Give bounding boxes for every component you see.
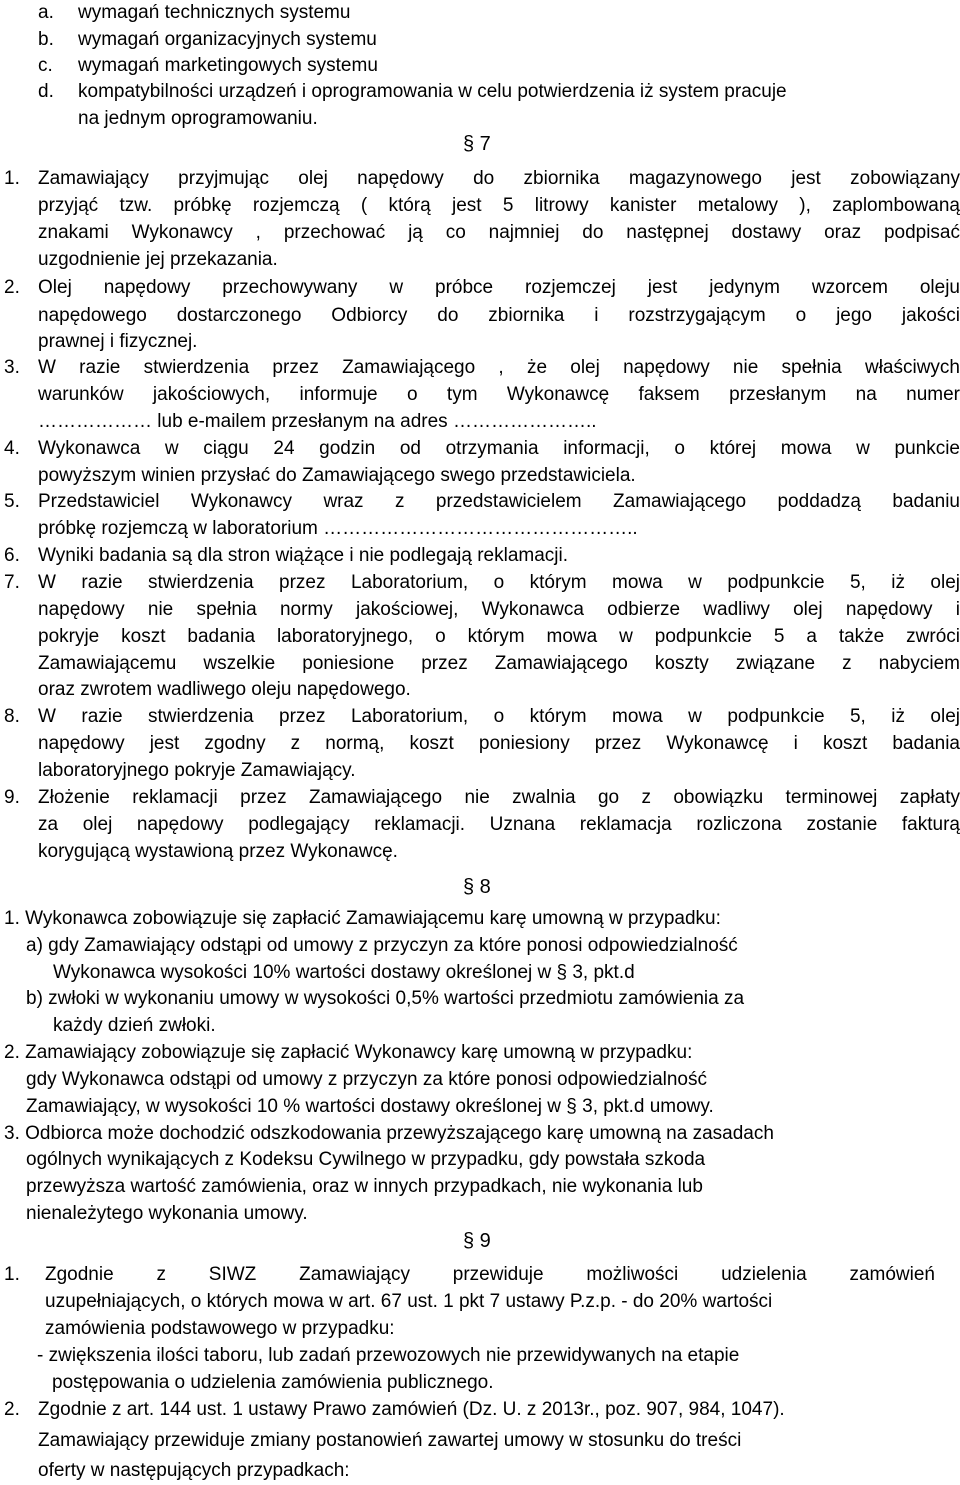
text-line: ogólnych wynikających z Kodeksu Cywilnego w przypadku, gdy powstała szkoda: [26, 1149, 706, 1170]
text-line: Zamawiający przyjmując olej napędowy do zbiornika magazynowego jest zobowiązany: [38, 168, 960, 189]
text-line: Zgodnie z SIWZ Zamawiający przewiduje możliwości udzielenia zamówień: [45, 1264, 935, 1285]
text-line: prawnej i fizycznej.: [38, 331, 198, 352]
text-line: Wyniki badania są dla stron wiążące i nie podlegają reklamacji.: [38, 545, 568, 566]
text-line: Zamawiający, w wysokości 10 % wartości dostawy określonej w § 3, pkt.d umowy.: [26, 1096, 714, 1117]
section-heading: § 8: [463, 876, 491, 898]
text-line: Olej napędowy przechowywany w próbce rozjemczej jest jedynym wzorcem oleju: [38, 277, 960, 298]
text-line: próbkę rozjemczą w laboratorium …………………………………………..: [38, 518, 638, 539]
text-line: nienależytego wykonania umowy.: [26, 1203, 308, 1224]
text-line: laboratoryjnego pokryje Zamawiający.: [38, 760, 356, 781]
text-line: uzgodnienie jej przekazania.: [38, 249, 278, 270]
paragraph: [38, 705, 960, 756]
section-heading: § 9: [463, 1230, 491, 1252]
text-line: 1. Wykonawca zobowiązuje się zapłacić Zamawiającemu karę umowną w przypadku:: [4, 908, 721, 929]
paragraph: [38, 276, 960, 328]
text-line: korygującą wystawioną przez Wykonawcę.: [38, 841, 398, 862]
text-line: postępowania o udzielenia zamówienia publicznego.: [52, 1372, 494, 1393]
paragraph-number: 5.: [4, 491, 20, 512]
text-line: Zgodnie z art. 144 ust. 1 ustawy Prawo zamówień (Dz. U. z 2013r., poz. 907, 984, 1047).: [38, 1399, 785, 1420]
text-line: 3. Odbiorca może dochodzić odszkodowania przewyższającego karę umowną na zasadach: [4, 1123, 774, 1144]
text-line: warunków jakościowych, informuje o tym Wykonawcę faksem przesłanym na numer: [38, 384, 960, 405]
paragraph: [38, 356, 960, 407]
text-line: pokryje koszt badania laboratoryjnego, o którym mowa w podpunkcie 5 a także zwróci: [38, 626, 960, 647]
text-line: oraz zwrotem wadliwego oleju napędowego.: [38, 679, 411, 700]
text-line: W razie stwierdzenia przez Zamawiającego , że olej napędowy nie spełnia właściwych: [38, 357, 960, 378]
text-line: napędowy jest zgodny z normą, koszt poniesiony przez Wykonawcę i koszt badania: [38, 733, 960, 754]
text-line: napędowego dostarczonego Odbiorcy do zbiornika i rozstrzygającym o jego jakości: [38, 305, 960, 326]
list-item: na jednym oprogramowaniu.: [78, 108, 318, 129]
text-line: ……………… lub e-mailem przesłanym na adres …………………..: [38, 411, 597, 432]
text-line: a) gdy Zamawiający odstąpi od umowy z przyczyn za które ponosi odpowiedzialność: [26, 935, 738, 956]
text-line: przyjąć tzw. próbkę rozjemczą ( którą jest 5 litrowy kanister metalowy ), zaplombowaną: [38, 195, 960, 216]
paragraph-number: 8.: [4, 706, 20, 727]
paragraph-number: 6.: [4, 545, 20, 566]
text-line: W razie stwierdzenia przez Laboratorium, o którym mowa w podpunkcie 5, iż olej: [38, 706, 960, 727]
paragraph: [38, 490, 960, 514]
text-line: zamówienia podstawowego w przypadku:: [45, 1318, 395, 1339]
text-line: - zwiększenia ilości taboru, lub zadań przewozowych nie przewidywanych na etapie: [37, 1345, 740, 1366]
text-line: przewyższa wartość zamówienia, oraz w innych przypadkach, nie wykonania lub: [26, 1176, 703, 1197]
list-item: wymagań organizacyjnych systemu: [78, 29, 377, 50]
section-heading: § 7: [463, 133, 491, 155]
text-line: powyższym winien przysłać do Zamawiającego swego przedstawiciela.: [38, 465, 636, 486]
list-item: wymagań technicznych systemu: [78, 2, 351, 23]
text-line: napędowy nie spełnia normy jakościowej, Wykonawca odbierze wadliwy olej napędowy i: [38, 599, 960, 620]
paragraph-number: 7.: [4, 572, 20, 593]
list-item: wymagań marketingowych systemu: [78, 55, 378, 76]
list-marker: a.: [38, 2, 54, 23]
text-line: 2. Zamawiający zobowiązuje się zapłacić Wykonawcy karę umowną w przypadku:: [4, 1042, 693, 1063]
text-line: oferty w następujących przypadkach:: [38, 1460, 350, 1481]
text-line: każdy dzień zwłoki.: [53, 1015, 216, 1036]
paragraph: [38, 571, 960, 676]
list-marker: c.: [38, 55, 53, 76]
paragraph: [38, 167, 960, 245]
text-line: Zamawiającemu wszelkie poniesione przez Zamawiającego koszty związane z nabyciem: [38, 653, 960, 674]
list-item: kompatybilności urządzeń i oprogramowania w celu potwierdzenia iż system pracuje: [78, 81, 787, 102]
list-marker: d.: [38, 81, 54, 102]
paragraph: [38, 437, 960, 461]
paragraph-number: 4.: [4, 438, 20, 459]
text-line: gdy Wykonawca odstąpi od umowy z przyczyn za które ponosi odpowiedzialność: [26, 1069, 708, 1090]
text-line: znakami Wykonawcy , przechować ją co najmniej do następnej dostawy oraz podpisać: [38, 222, 960, 243]
text-line: W razie stwierdzenia przez Laboratorium, o którym mowa w podpunkcie 5, iż olej: [38, 572, 960, 593]
paragraph-number: 2.: [4, 277, 20, 298]
text-line: za olej napędowy podlegający reklamacji. Uznana reklamacja rozliczona zostanie fakturą: [38, 814, 960, 835]
paragraph-number: 3.: [4, 357, 20, 378]
text-line: b) zwłoki w wykonaniu umowy w wysokości 0,5% wartości przedmiotu zamówienia za: [26, 988, 745, 1009]
text-line: Zamawiający przewiduje zmiany postanowień zawartej umowy w stosunku do treści: [38, 1430, 742, 1451]
paragraph-number: 1.: [4, 1264, 20, 1285]
text-line: Wykonawca w ciągu 24 godzin od otrzymania informacji, o której mowa w punkcie: [38, 438, 960, 459]
text-line: Wykonawca wysokości 10% wartości dostawy określonej w § 3, pkt.d: [53, 962, 635, 983]
list-marker: b.: [38, 29, 54, 50]
paragraph: [38, 786, 960, 837]
paragraph-number: 1.: [4, 168, 20, 189]
paragraph-number: 9.: [4, 787, 20, 808]
text-line: uzupełniających, o których mowa w art. 67 ust. 1 pkt 7 ustawy P.z.p. - do 20% wartości: [45, 1291, 773, 1312]
paragraph: [45, 1263, 935, 1287]
text-line: Przedstawiciel Wykonawcy wraz z przedstawicielem Zamawiającego poddadzą badaniu: [38, 491, 960, 512]
text-line: Złożenie reklamacji przez Zamawiającego nie zwalnia go z obowiązku terminowej zapłaty: [38, 787, 960, 808]
paragraph-number: 2.: [4, 1399, 20, 1420]
